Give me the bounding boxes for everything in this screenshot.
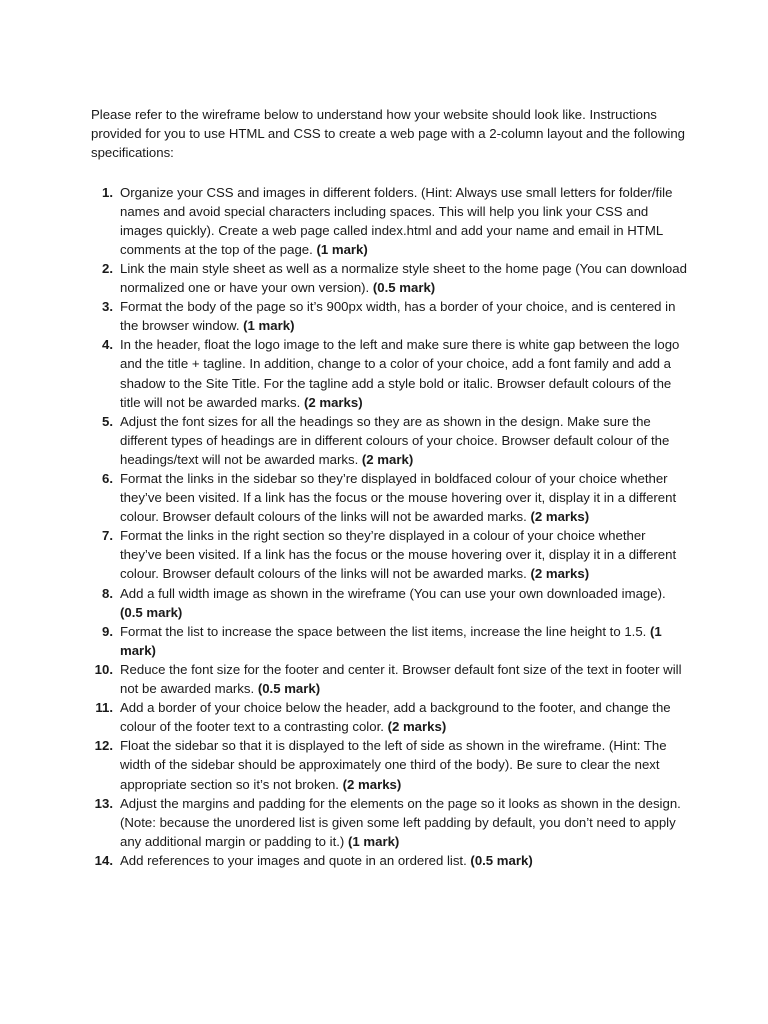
- item-mark: (1 mark): [243, 318, 295, 334]
- item-mark: (0.5 mark): [120, 604, 183, 620]
- item-mark: (1 mark): [348, 833, 400, 849]
- item-number: 2.: [102, 260, 113, 276]
- list-item: [91, 469, 691, 526]
- item-text: Format the list to increase the space between the list items, increase the line height to 1.5.: [120, 623, 650, 639]
- item-mark: (0.5 mark): [470, 852, 533, 868]
- item-text: Organize your CSS and images in different folders. (Hint: Always use small letters for folder/file names and avoid special characters including spaces. This will help you link your CSS and images quickly). Create a web page called index.html and add your name and email in HTML comments at the top of the page.: [120, 184, 673, 257]
- item-mark: (0.5 mark): [257, 681, 321, 697]
- list-item: [91, 584, 691, 622]
- item-mark: (2 marks): [530, 509, 590, 525]
- item-number: 6.: [102, 471, 113, 487]
- item-text: Adjust the margins and padding for the elements on the page so it looks as shown in the design. (Note: because the unordered list is given some left padding by default, you don’t need to apply any additional margin or padding to it.): [120, 795, 681, 849]
- list-item: [91, 412, 691, 469]
- list-item: [91, 660, 691, 698]
- list-item: [91, 526, 691, 583]
- list-item: [91, 794, 691, 851]
- item-mark: (2 marks): [303, 394, 363, 410]
- item-number: 5.: [102, 413, 113, 429]
- item-text: Format the links in the sidebar so they’re displayed in boldfaced colour of your choice whether they’ve been visited. If a link has the focus or the mouse hovering over it, display it in a different colour. Browser default colours of the links will not be awarded marks.: [120, 471, 677, 525]
- item-mark: (2 marks): [530, 566, 590, 582]
- item-mark: (1 mark): [316, 241, 368, 257]
- item-text: Format the body of the page so it’s 900px width, has a border of your choice, and is centered in the browser window.: [120, 299, 676, 334]
- list-item: [91, 736, 691, 793]
- specification-list: [91, 183, 691, 870]
- list-item: [91, 183, 691, 259]
- item-text: Add a border of your choice below the header, add a background to the footer, and change the colour of the footer text to a contrasting color.: [120, 700, 671, 735]
- list-item: [91, 259, 691, 297]
- document-page: [91, 105, 691, 870]
- item-number: 11.: [95, 700, 113, 716]
- item-number: 9.: [102, 623, 113, 639]
- item-text: Adjust the font sizes for all the headings so they are as shown in the design. Make sure the different types of headings are in different colours of your choice. Browser default colour of the headings/text will not be awarded marks.: [120, 413, 670, 467]
- list-item: [91, 698, 691, 736]
- item-mark: (1 mark): [120, 623, 662, 658]
- item-number: 7.: [102, 528, 113, 544]
- item-mark: (0.5 mark): [372, 280, 436, 296]
- item-text: Add references to your images and quote in an ordered list.: [120, 852, 471, 868]
- item-number: 1.: [102, 184, 113, 200]
- item-number: 12.: [94, 738, 113, 754]
- item-number: 10.: [94, 661, 113, 677]
- item-number: 8.: [102, 585, 113, 601]
- item-text: Add a full width image as shown in the wireframe (You can use your own downloaded image).: [120, 585, 666, 601]
- item-number: 4.: [102, 337, 113, 353]
- list-item: [91, 622, 691, 660]
- item-mark: (2 marks): [342, 776, 402, 792]
- item-mark: (2 marks): [387, 719, 447, 735]
- item-number: 13.: [94, 795, 113, 811]
- item-text: Reduce the font size for the footer and center it. Browser default font size of the text in footer will not be awarded marks.: [120, 661, 682, 697]
- item-number: 3.: [102, 299, 113, 315]
- item-number: 14.: [94, 852, 113, 868]
- intro-paragraph: Please refer to the wireframe below to understand how your website should look like. Instructions provided for you to use HTML and CSS to create a web page with a 2-column layout and the following specifications:: [91, 107, 686, 161]
- item-text: Float the sidebar so that it is displayed to the left of side as shown in the wireframe. (Hint: The width of the sidebar should be approximately one third of the body). Be sure to clear the next appropriate section so it’s not broken.: [120, 738, 667, 792]
- item-mark: (2 mark): [361, 451, 414, 467]
- list-item: [91, 297, 691, 335]
- item-text: In the header, float the logo image to the left and make sure there is white gap between the logo and the title + tagline. In addition, change to a color of your choice, add a font family and add a shadow to the Site Title. For the tagline add a style bold or italic. Browser default colours of the title will not be awarded marks.: [120, 337, 680, 410]
- list-item: [91, 851, 691, 870]
- item-text: Format the links in the right section so they’re displayed in a colour of your choice whether they’ve been visited. If a link has the focus or the mouse hovering over it, display it in a different colour. Browser default colours of the links will not be awarded marks.: [120, 528, 677, 582]
- item-text: Link the main style sheet as well as a normalize style sheet to the home page (You can download normalized one or have your own version).: [120, 260, 687, 296]
- list-item: [91, 335, 691, 411]
